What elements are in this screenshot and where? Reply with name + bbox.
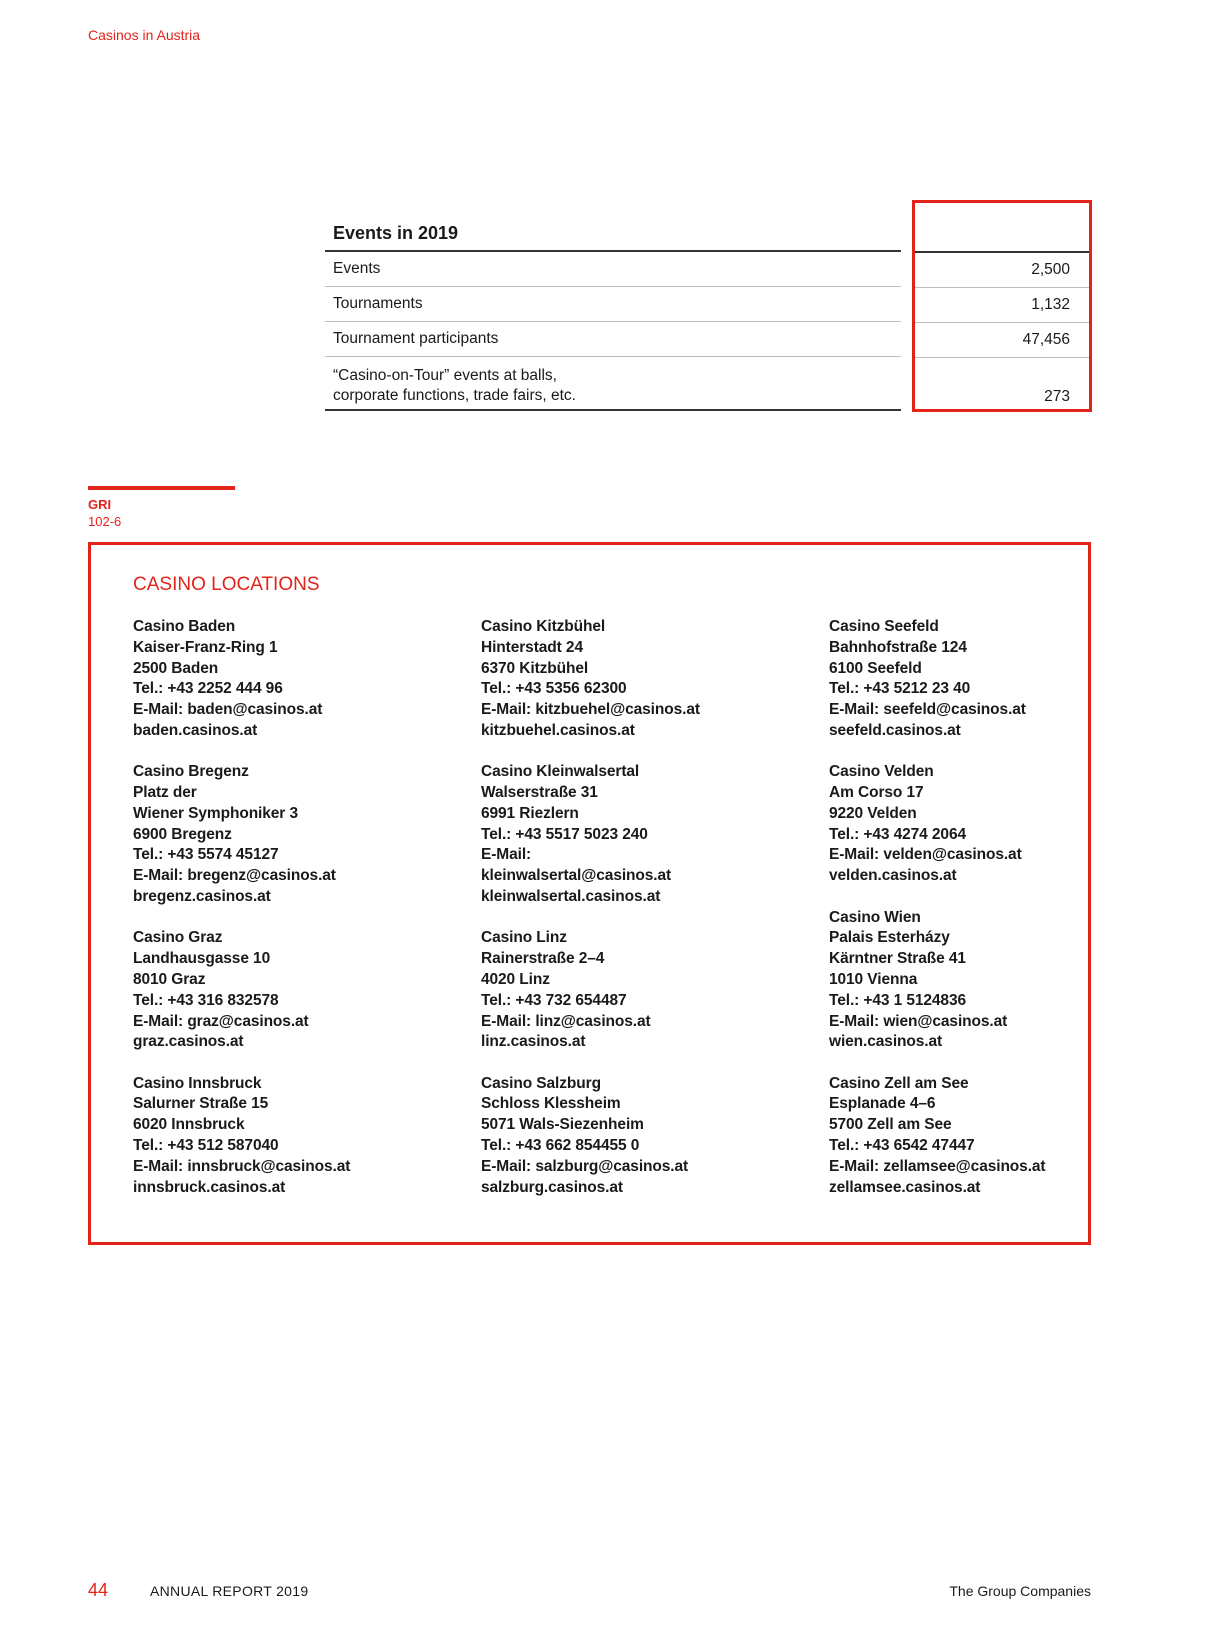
casino-detail-line: Wiener Symphoniker 3 bbox=[133, 804, 298, 822]
casino-detail-line: 5700 Zell am See bbox=[829, 1116, 952, 1134]
section-title: The Group Companies bbox=[949, 1583, 1091, 1599]
casino-detail-line: E-Mail: wien@casinos.at bbox=[829, 1012, 1008, 1030]
casino-detail-line: 6991 Riezlern bbox=[481, 804, 579, 822]
casino-detail-line: 5071 Wals-Siezenheim bbox=[481, 1116, 644, 1134]
casino-entry bbox=[829, 762, 1159, 887]
casino-detail-line: Tel.: +43 5517 5023 240 bbox=[481, 825, 648, 843]
casino-detail-line: 4020 Linz bbox=[481, 970, 550, 988]
casino-detail-line: E-Mail: kitzbuehel@casinos.at bbox=[481, 701, 700, 719]
casino-name: Casino Salzburg bbox=[481, 1074, 601, 1092]
gri-tag bbox=[88, 496, 121, 530]
casino-name: Casino Wien bbox=[829, 908, 921, 926]
row-value: 1,132 bbox=[1031, 296, 1070, 313]
row-label-line: corporate functions, trade fairs, etc. bbox=[333, 387, 576, 404]
casino-detail-line: 6020 Innsbruck bbox=[133, 1116, 245, 1134]
casino-detail-line: 2500 Baden bbox=[133, 659, 219, 677]
casino-detail-line: 8010 Graz bbox=[133, 970, 206, 988]
casino-detail-line: salzburg.casinos.at bbox=[481, 1178, 623, 1196]
casino-detail-line: Hinterstadt 24 bbox=[481, 638, 583, 656]
casino-detail-line: seefeld.casinos.at bbox=[829, 721, 961, 739]
row-label bbox=[333, 366, 576, 406]
casino-detail-line: Tel.: +43 662 854455 0 bbox=[481, 1137, 640, 1155]
casino-entry bbox=[133, 928, 463, 1053]
casino-detail-line: velden.casinos.at bbox=[829, 867, 957, 885]
casino-detail-line: Schloss Klessheim bbox=[481, 1095, 621, 1113]
casino-entry bbox=[481, 928, 811, 1053]
events-table bbox=[325, 218, 901, 411]
casino-detail-line: E-Mail: seefeld@casinos.at bbox=[829, 701, 1026, 719]
casino-detail-line: Tel.: +43 2252 444 96 bbox=[133, 680, 283, 698]
casino-detail-line: Tel.: +43 5574 45127 bbox=[133, 846, 279, 864]
casino-name: Casino Innsbruck bbox=[133, 1074, 262, 1092]
casino-detail-line: Salurner Straße 15 bbox=[133, 1095, 269, 1113]
casino-detail-line: 6370 Kitzbühel bbox=[481, 659, 589, 677]
table-row bbox=[325, 287, 901, 322]
gri-code: 102-6 bbox=[88, 514, 122, 529]
table-row bbox=[325, 322, 901, 357]
casino-detail-line: Esplanade 4–6 bbox=[829, 1095, 936, 1113]
casino-name: Casino Kleinwalsertal bbox=[481, 763, 640, 781]
casino-detail-line: zellamsee.casinos.at bbox=[829, 1178, 981, 1196]
row-label-line: “Casino-on-Tour” events at balls, bbox=[333, 367, 557, 384]
casino-detail-line: kleinwalsertal.casinos.at bbox=[481, 888, 661, 906]
locations-column-1 bbox=[133, 617, 463, 1219]
casino-detail-line: Landhausgasse 10 bbox=[133, 950, 271, 968]
casino-detail-line: E-Mail: innsbruck@casinos.at bbox=[133, 1157, 351, 1175]
casino-detail-line: Platz der bbox=[133, 784, 197, 802]
casino-detail-line: E-Mail: bbox=[481, 846, 532, 864]
casino-detail-line: E-Mail: bregenz@casinos.at bbox=[133, 867, 336, 885]
casino-detail-line: linz.casinos.at bbox=[481, 1033, 586, 1051]
table-row bbox=[325, 252, 901, 287]
casino-detail-line: innsbruck.casinos.at bbox=[133, 1178, 286, 1196]
casino-name: Casino Graz bbox=[133, 929, 223, 947]
casino-detail-line: Tel.: +43 5212 23 40 bbox=[829, 680, 971, 698]
row-label: Events bbox=[333, 260, 381, 277]
casino-name: Casino Seefeld bbox=[829, 618, 939, 635]
casino-name: Casino Bregenz bbox=[133, 763, 249, 781]
casino-detail-line: E-Mail: graz@casinos.at bbox=[133, 1012, 309, 1030]
locations-column-3 bbox=[829, 617, 1159, 1219]
casino-detail-line: Bahnhofstraße 124 bbox=[829, 638, 967, 656]
casino-entry bbox=[829, 1074, 1159, 1199]
casino-detail-line: graz.casinos.at bbox=[133, 1033, 244, 1051]
casino-detail-line: bregenz.casinos.at bbox=[133, 888, 271, 906]
casino-detail-line: Tel.: +43 512 587040 bbox=[133, 1137, 279, 1155]
casino-entry bbox=[133, 762, 463, 908]
row-label: Tournaments bbox=[333, 295, 423, 312]
casino-detail-line: wien.casinos.at bbox=[829, 1033, 943, 1051]
casino-detail-line: Kärntner Straße 41 bbox=[829, 950, 966, 968]
casino-entry bbox=[481, 617, 811, 742]
casino-name: Casino Baden bbox=[133, 618, 236, 635]
locations-column-2 bbox=[481, 617, 811, 1219]
casino-detail-line: kitzbuehel.casinos.at bbox=[481, 721, 635, 739]
casino-detail-line: Tel.: +43 6542 47447 bbox=[829, 1137, 975, 1155]
casino-detail-line: E-Mail: zellamsee@casinos.at bbox=[829, 1157, 1046, 1175]
casino-detail-line: baden.casinos.at bbox=[133, 721, 258, 739]
casino-detail-line: Tel.: +43 1 5124836 bbox=[829, 991, 966, 1009]
casino-name: Casino Zell am See bbox=[829, 1074, 969, 1092]
casino-entry bbox=[829, 617, 1159, 742]
values-highlight-frame bbox=[912, 200, 1092, 412]
casino-name: Casino Velden bbox=[829, 763, 934, 781]
casino-entry bbox=[133, 617, 463, 742]
casino-entry bbox=[481, 1074, 811, 1199]
casino-detail-line: Tel.: +43 5356 62300 bbox=[481, 680, 627, 698]
row-value: 273 bbox=[1044, 388, 1070, 405]
row-value: 2,500 bbox=[1031, 261, 1070, 278]
row-value: 47,456 bbox=[1022, 331, 1070, 348]
casino-detail-line: E-Mail: salzburg@casinos.at bbox=[481, 1157, 689, 1175]
casino-detail-line: Tel.: +43 732 654487 bbox=[481, 991, 627, 1009]
casino-detail-line: 9220 Velden bbox=[829, 804, 917, 822]
casino-name: Casino Linz bbox=[481, 929, 567, 947]
casino-entry bbox=[481, 762, 811, 908]
page-number: 44 bbox=[88, 1580, 109, 1600]
casino-detail-line: 1010 Vienna bbox=[829, 970, 918, 988]
casino-detail-line: Palais Esterházy bbox=[829, 929, 950, 947]
casino-detail-line: Kaiser-Franz-Ring 1 bbox=[133, 638, 278, 656]
casino-detail-line: Walserstraße 31 bbox=[481, 784, 598, 802]
casino-detail-line: Tel.: +43 316 832578 bbox=[133, 991, 279, 1009]
casino-detail-line: Tel.: +43 4274 2064 bbox=[829, 825, 966, 843]
running-head: Casinos in Austria bbox=[88, 27, 201, 43]
casino-detail-line: 6100 Seefeld bbox=[829, 659, 922, 677]
casino-detail-line: E-Mail: baden@casinos.at bbox=[133, 701, 323, 719]
row-label: Tournament participants bbox=[333, 330, 499, 347]
casino-entry bbox=[133, 1074, 463, 1199]
casino-detail-line: E-Mail: linz@casinos.at bbox=[481, 1012, 651, 1030]
gri-rule bbox=[88, 486, 235, 490]
casino-detail-line: Am Corso 17 bbox=[829, 784, 924, 802]
casino-name: Casino Kitzbühel bbox=[481, 618, 606, 635]
casino-detail-line: E-Mail: velden@casinos.at bbox=[829, 846, 1022, 864]
locations-title: CASINO LOCATIONS bbox=[133, 574, 320, 595]
casino-detail-line: Rainerstraße 2–4 bbox=[481, 950, 605, 968]
table-row bbox=[325, 357, 901, 411]
gri-label: GRI bbox=[88, 497, 112, 512]
report-title: ANNUAL REPORT 2019 bbox=[150, 1583, 309, 1599]
events-table-title: Events in 2019 bbox=[325, 218, 901, 252]
casino-detail-line: 6900 Bregenz bbox=[133, 825, 232, 843]
casino-detail-line: kleinwalsertal@casinos.at bbox=[481, 867, 672, 885]
casino-entry bbox=[829, 908, 1159, 1054]
